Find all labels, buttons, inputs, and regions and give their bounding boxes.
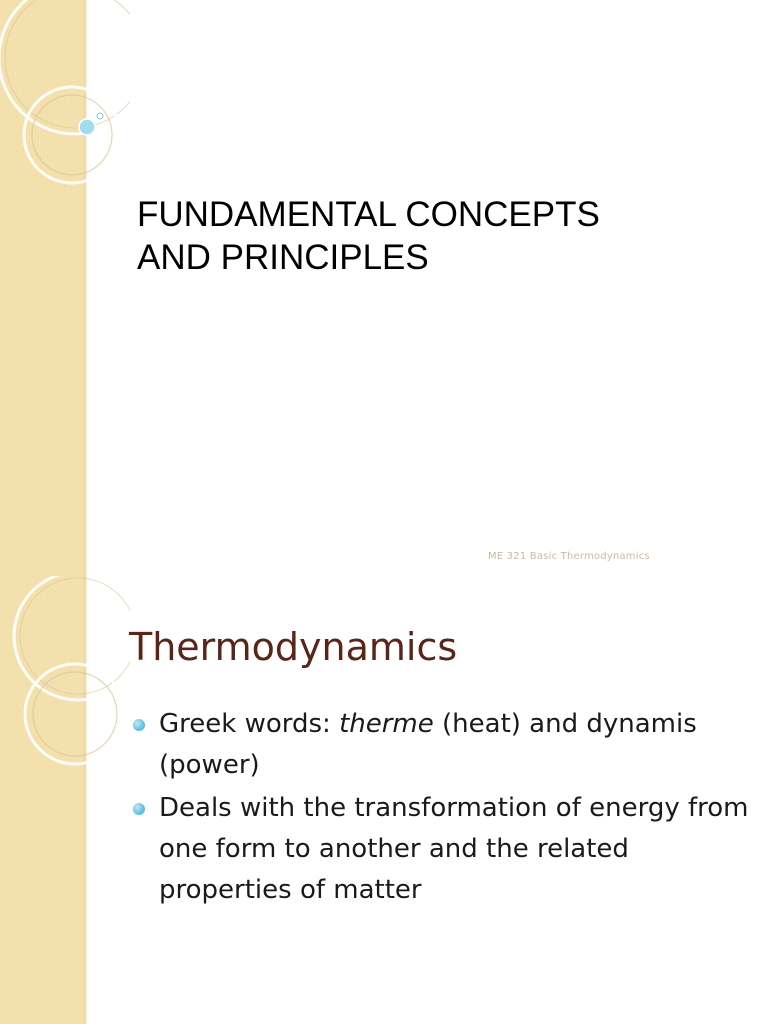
slide-footer: ME 321 Basic Thermodynamics bbox=[488, 551, 650, 562]
bullet-text: Deals with the transformation of energy from one form to another and the related properties of matter bbox=[159, 793, 749, 905]
slide-heading: Thermodynamics bbox=[129, 625, 458, 669]
slide-thermodynamics bbox=[0, 576, 768, 1024]
circle-ornament-icon bbox=[0, 576, 130, 776]
bullet-dot-icon bbox=[133, 719, 145, 731]
circle-ornament-icon bbox=[0, 0, 130, 200]
bullet-item bbox=[130, 788, 750, 911]
presentation-title-line-2: AND PRINCIPLES bbox=[137, 238, 429, 277]
bullet-dot-icon bbox=[133, 803, 145, 815]
bullet-list bbox=[130, 704, 750, 913]
bullet-text-emphasis: therme bbox=[339, 709, 434, 739]
bullet-text-prefix: Greek words: bbox=[159, 709, 340, 739]
bullet-item bbox=[130, 704, 750, 786]
presentation-title-line-1: FUNDAMENTAL CONCEPTS bbox=[137, 195, 600, 234]
bullet-text-suffix: (heat) and dynamis (power) bbox=[159, 709, 697, 780]
presentation-title bbox=[137, 193, 737, 279]
